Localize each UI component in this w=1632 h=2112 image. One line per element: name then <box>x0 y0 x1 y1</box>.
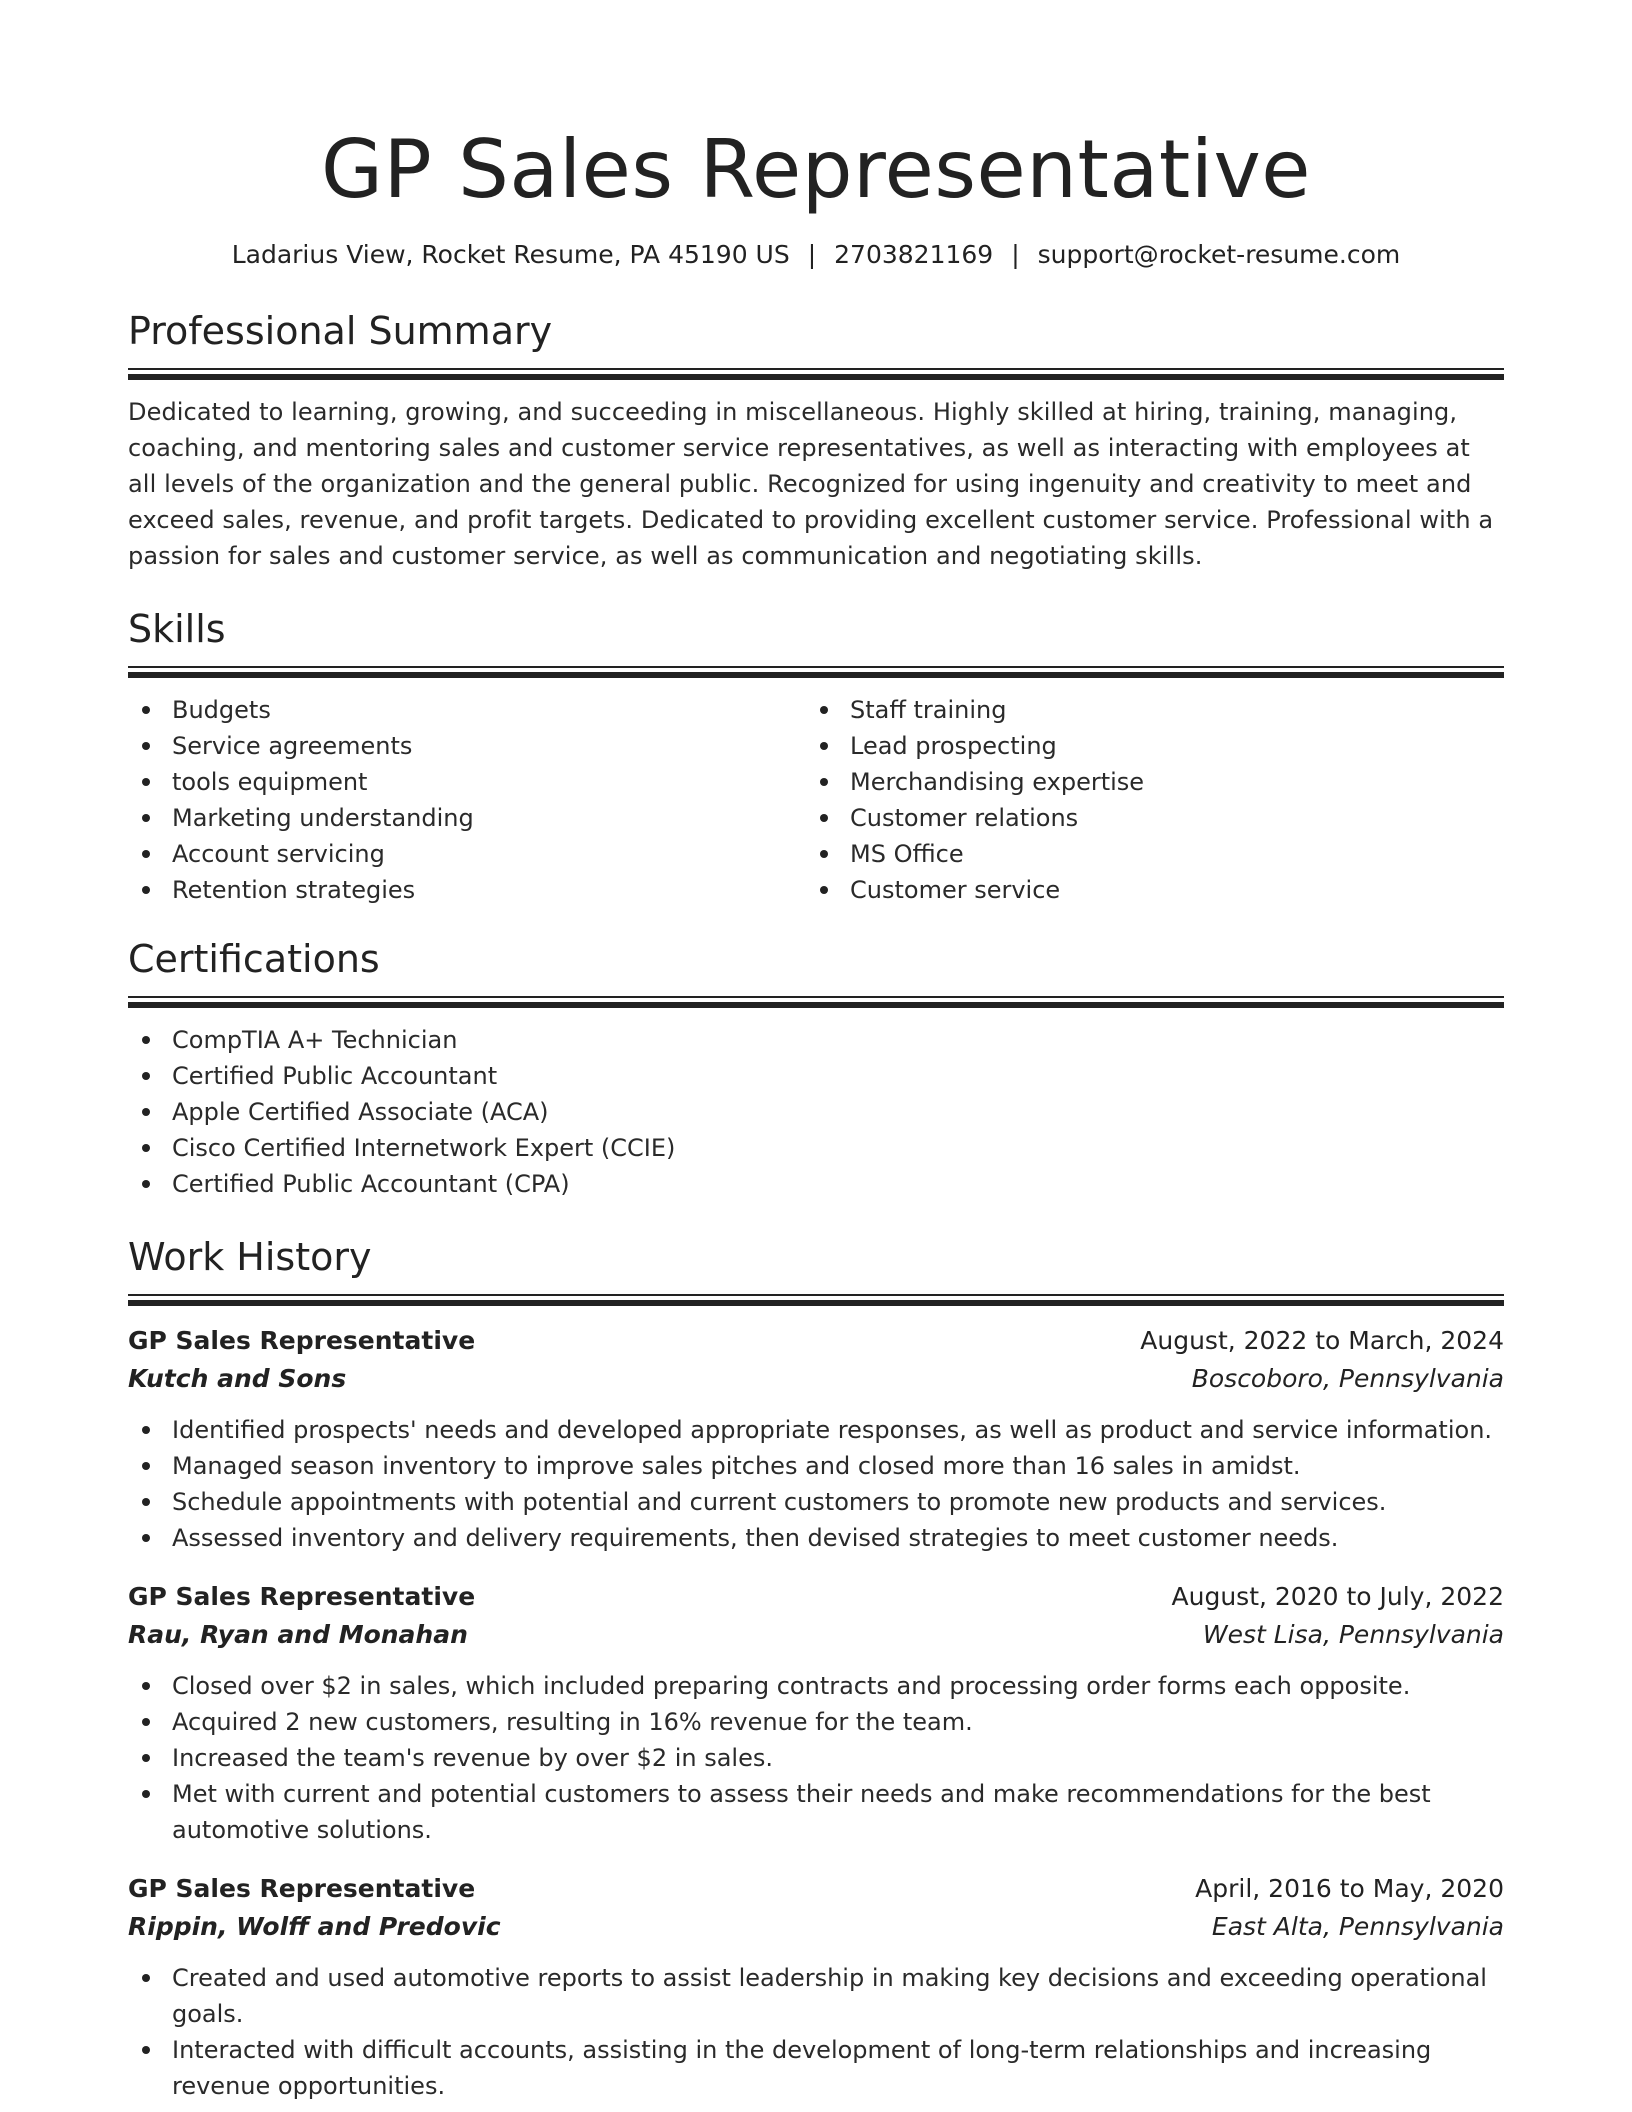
job-entry <box>128 1578 1504 1848</box>
job-company: Rau, Ryan and Monahan <box>128 1620 468 1649</box>
contact-separator: | <box>1011 240 1020 269</box>
skill-item: Merchandising expertise <box>806 764 1484 800</box>
contact-phone: 2703821169 <box>834 240 994 269</box>
job-title: GP Sales Representative <box>128 1582 476 1611</box>
skills-section <box>128 604 1504 908</box>
job-location: East Alta, Pennsylvania <box>1211 1912 1504 1941</box>
section-title-skills: Skills <box>128 607 226 651</box>
skill-item: Lead prospecting <box>806 728 1484 764</box>
job-header <box>128 1870 1504 1908</box>
skill-item: Account servicing <box>128 836 806 872</box>
job-subheader <box>128 1616 1504 1654</box>
contact-separator: | <box>807 240 817 269</box>
job-bullet: Identified prospects' needs and developed appropriate responses, as well as product and service information. <box>128 1412 1504 1448</box>
job-header <box>128 1578 1504 1616</box>
job-company: Rippin, Wolff and Predovic <box>128 1912 501 1941</box>
job-bullet: Managed season inventory to improve sales pitches and closed more than 16 sales in amidst. <box>128 1448 1504 1484</box>
section-title-summary: Professional Summary <box>128 309 553 353</box>
certification-item: CompTIA A+ Technician <box>128 1022 1504 1058</box>
skill-item: Customer relations <box>806 800 1484 836</box>
resume-name: GP Sales Representative <box>320 123 1311 216</box>
resume-page <box>128 0 1504 2104</box>
job-entry <box>128 1870 1504 2104</box>
skill-item: Service agreements <box>128 728 806 764</box>
job-bullet: Assessed inventory and delivery requirements, then devised strategies to meet customer needs. <box>128 1520 1504 1556</box>
skill-item: Budgets <box>128 692 806 728</box>
certification-item: Cisco Certified Internetwork Expert (CCIE) <box>128 1130 1504 1166</box>
job-entry <box>128 1322 1504 1556</box>
skills-column-right <box>806 692 1484 908</box>
contact-email: support@rocket-resume.com <box>1037 240 1401 269</box>
certifications-list <box>128 1022 1504 1202</box>
job-dates: April, 2016 to May, 2020 <box>1195 1874 1504 1903</box>
work-history-section <box>128 1232 1504 2104</box>
skill-item: Customer service <box>806 872 1484 908</box>
certifications-section <box>128 934 1504 1202</box>
job-title: GP Sales Representative <box>128 1874 476 1903</box>
certification-item: Certified Public Accountant <box>128 1058 1504 1094</box>
job-location: West Lisa, Pennsylvania <box>1202 1620 1504 1649</box>
job-bullets <box>128 1668 1504 1848</box>
summary-section <box>128 306 1504 574</box>
section-title-work-history: Work History <box>128 1235 372 1279</box>
job-subheader <box>128 1908 1504 1946</box>
job-bullet: Interacted with difficult accounts, assisting in the development of long-term relationships and increasing revenue opportunities. <box>128 2032 1504 2104</box>
section-divider <box>128 1294 1504 1306</box>
job-location: Boscoboro, Pennsylvania <box>1191 1364 1504 1393</box>
job-dates: August, 2020 to July, 2022 <box>1171 1582 1504 1611</box>
job-bullets <box>128 1412 1504 1556</box>
job-company: Kutch and Sons <box>128 1364 347 1393</box>
job-bullet: Acquired 2 new customers, resulting in 16% revenue for the team. <box>128 1704 1504 1740</box>
summary-text: Dedicated to learning, growing, and succeeding in miscellaneous. Highly skilled at hiring, training, managing, coaching, and mentoring sales and customer service representatives, as well as interacting with employees at all levels of the organization and the general public. Recognized for using ingenuity and creativity to meet and exceed sales, revenue, and profit targets. Dedicated to providing excellent customer service. Professional with a passion for sales and customer service, as well as communication and negotiating skills. <box>128 398 1494 570</box>
job-bullet: Increased the team's revenue by over $2 in sales. <box>128 1740 1504 1776</box>
skill-item: tools equipment <box>128 764 806 800</box>
skill-item: Staff training <box>806 692 1484 728</box>
section-divider <box>128 996 1504 1008</box>
job-subheader <box>128 1360 1504 1398</box>
job-bullet: Met with current and potential customers to assess their needs and make recommendations for the best automotive solutions. <box>128 1776 1504 1848</box>
skills-column-left <box>128 692 806 908</box>
skills-grid <box>128 692 1504 908</box>
job-header <box>128 1322 1504 1360</box>
job-dates: August, 2022 to March, 2024 <box>1140 1326 1504 1355</box>
skill-item: Marketing understanding <box>128 800 806 836</box>
skill-item: MS Office <box>806 836 1484 872</box>
section-divider <box>128 368 1504 380</box>
contact-address: Ladarius View, Rocket Resume, PA 45190 US <box>231 240 790 269</box>
job-bullets <box>128 1960 1504 2104</box>
section-divider <box>128 666 1504 678</box>
skill-item: Retention strategies <box>128 872 806 908</box>
certification-item: Apple Certified Associate (ACA) <box>128 1094 1504 1130</box>
job-title: GP Sales Representative <box>128 1326 476 1355</box>
job-bullet: Schedule appointments with potential and current customers to promote new products and services. <box>128 1484 1504 1520</box>
contact-line <box>128 238 1504 272</box>
section-title-certifications: Certifications <box>128 937 380 981</box>
job-bullet: Created and used automotive reports to assist leadership in making key decisions and exceeding operational goals. <box>128 1960 1504 2032</box>
job-bullet: Closed over $2 in sales, which included preparing contracts and processing order forms each opposite. <box>128 1668 1504 1704</box>
certification-item: Certified Public Accountant (CPA) <box>128 1166 1504 1202</box>
